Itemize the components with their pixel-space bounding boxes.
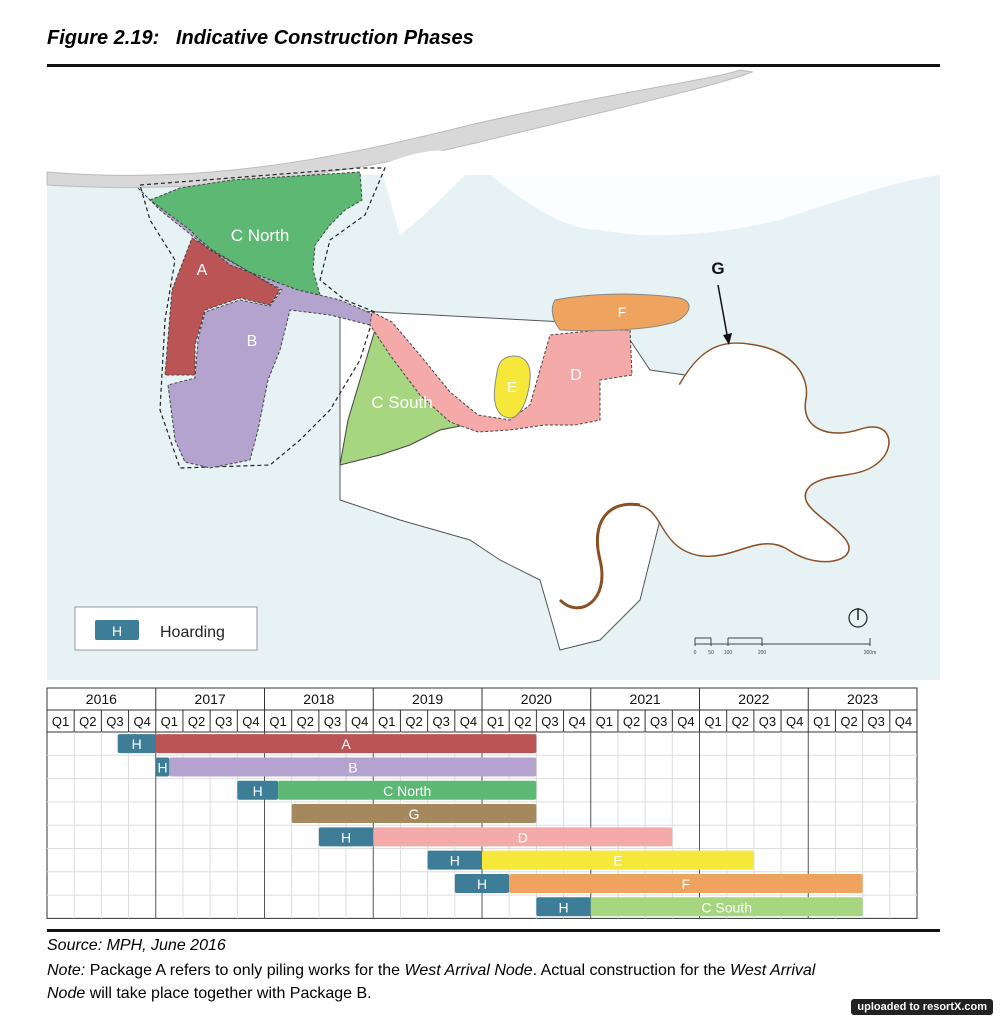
zone-label-b: B [246, 333, 258, 350]
gantt-quarter-label: Q1 [595, 714, 614, 729]
note-west-arrival-node-1: West Arrival Node [404, 962, 533, 979]
footer-rule [47, 929, 940, 932]
gantt-year-label: 2023 [847, 691, 879, 707]
scale-tick-label: 0 [693, 650, 697, 656]
note-label: Note: [47, 962, 86, 979]
zone-label-c-north: C North [230, 226, 290, 245]
gantt-quarter-label: Q2 [514, 714, 532, 729]
gantt-quarter-label: Q3 [432, 714, 450, 729]
note-text-2: . Actual construction for the [532, 962, 731, 979]
zone-label-a: A [196, 262, 208, 279]
legend-hoarding-label: Hoarding [160, 624, 225, 641]
gantt-quarter-label: Q3 [323, 714, 342, 729]
phase-bar-label: E [613, 852, 623, 869]
hoarding-bar-label: H [341, 829, 352, 846]
watermark: uploaded to resortX.com [851, 999, 993, 1015]
scale-tick-label: 50 [708, 650, 714, 656]
gantt-quarter-label: Q3 [758, 714, 777, 729]
note-west-arrival-node-2b: Node [47, 985, 86, 1002]
gantt-quarter-label: Q4 [350, 714, 369, 729]
gantt-quarter-label: Q1 [813, 714, 831, 729]
figure-title: Figure 2.19: Indicative Construction Phases [47, 27, 474, 49]
hoarding-bar-label: H [131, 736, 142, 753]
gantt-quarter-label: Q3 [650, 714, 668, 729]
gantt-year-label: 2022 [738, 691, 770, 707]
gantt-year-label: 2020 [520, 691, 552, 707]
gantt-quarter-label: Q2 [405, 714, 423, 729]
gantt-quarter-label: Q4 [459, 714, 478, 729]
gantt-year-label: 2018 [303, 691, 335, 707]
gantt-quarter-label: Q4 [568, 714, 586, 729]
zone-label-g: G [711, 259, 725, 278]
gantt-quarter-label: Q4 [785, 714, 804, 729]
hoarding-bar-label: H [252, 782, 263, 799]
gantt-quarter-label: Q4 [677, 714, 695, 729]
gantt-quarter-label: Q2 [187, 714, 206, 729]
hoarding-bar-label: H [558, 899, 569, 916]
zone-label-d: D [570, 367, 582, 384]
package-note [47, 959, 927, 1005]
phase-bar-label: F [681, 875, 691, 892]
gantt-quarter-label: Q3 [867, 714, 885, 729]
zone-label-e: E [506, 379, 518, 396]
gantt-year-label: 2019 [412, 691, 444, 707]
gantt-quarter-label: Q2 [731, 714, 749, 729]
legend-hoarding-badge: H [111, 623, 123, 639]
gantt-quarter-label: Q3 [215, 714, 233, 729]
zone-label-f: F [617, 304, 627, 320]
gantt-quarter-label: Q1 [160, 714, 179, 729]
gantt-quarter-label: Q1 [269, 714, 287, 729]
phase-bar-label: D [517, 829, 528, 846]
gantt-quarter-label: Q3 [541, 714, 559, 729]
gantt-quarter-label: Q1 [486, 714, 505, 729]
gantt-quarter-label: Q2 [622, 714, 641, 729]
phase-bar-label: A [341, 736, 351, 753]
gantt-year-label: 2016 [85, 691, 117, 707]
hoarding-bar-label: H [157, 759, 168, 776]
gantt-quarter-label: Q4 [894, 714, 913, 729]
gantt-year-label: 2017 [194, 691, 226, 707]
phase-bar-label: B [348, 759, 358, 776]
phase-bar-label: C North [383, 782, 432, 799]
scale-tick-label: 200 [757, 650, 767, 656]
note-west-arrival-node-2a: West Arrival [730, 962, 816, 979]
gantt-quarter-label: Q1 [378, 714, 396, 729]
gantt-year-label: 2021 [629, 691, 661, 707]
phase-bar-label: G [408, 806, 420, 823]
gantt-quarter-label: Q2 [840, 714, 858, 729]
zone-label-c-south: C South [371, 393, 433, 412]
gantt-quarter-label: Q2 [296, 714, 314, 729]
gantt-quarter-label: Q4 [133, 714, 151, 729]
gantt-quarter-label: Q2 [79, 714, 97, 729]
gantt-quarter-label: Q1 [704, 714, 722, 729]
gantt-quarter-label: Q3 [106, 714, 124, 729]
note-text-1: Package A refers to only piling works for the [85, 962, 405, 979]
note-text-3: will take place together with Package B. [85, 985, 372, 1002]
hoarding-bar-label: H [476, 875, 488, 892]
gantt-quarter-label: Q1 [51, 714, 70, 729]
source-note: Source: MPH, June 2016 [47, 937, 226, 954]
scale-tick-label: 300m [863, 650, 877, 656]
gantt-quarter-label: Q4 [242, 714, 260, 729]
scale-tick-label: 100 [723, 650, 733, 656]
phase-bar-label: C South [701, 899, 752, 916]
hoarding-bar-label: H [449, 852, 460, 869]
